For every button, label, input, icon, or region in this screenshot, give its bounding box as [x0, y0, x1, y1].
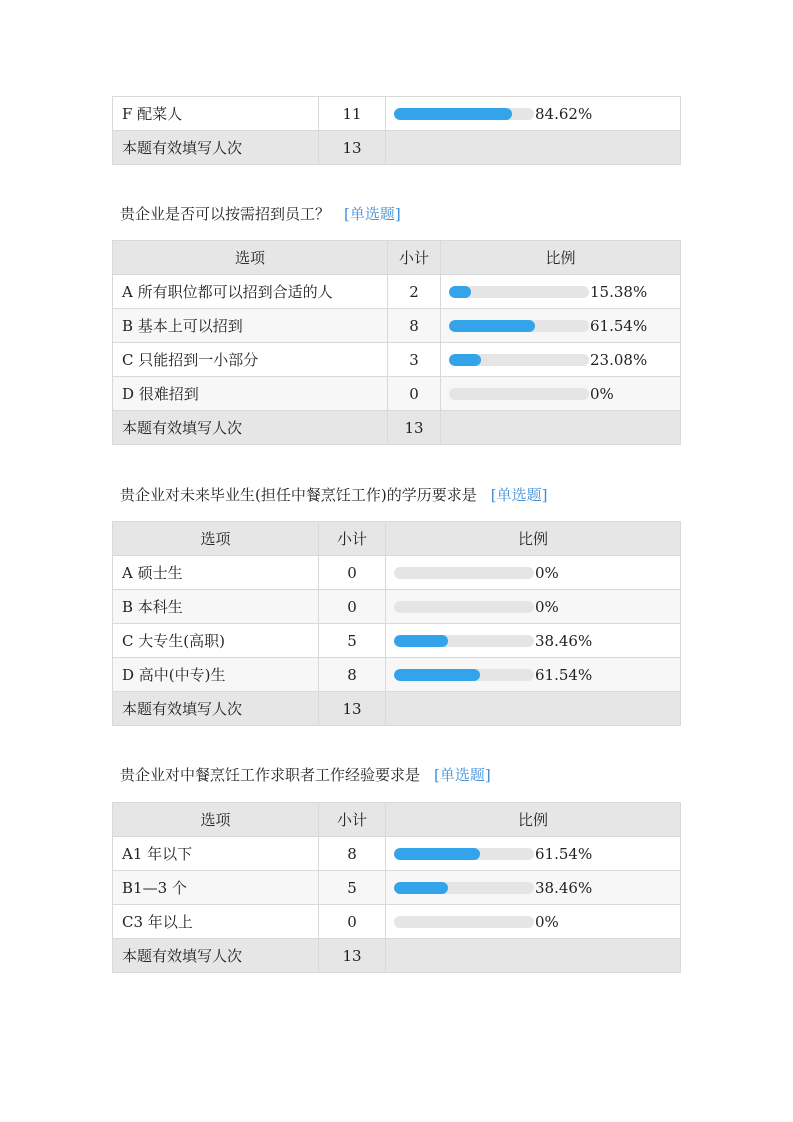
option-label: B1—3 个: [113, 871, 319, 905]
total-label: 本题有效填写人次: [113, 131, 319, 165]
option-label: A 硕士生: [113, 556, 319, 590]
table-row: [113, 309, 681, 343]
question-title: [120, 484, 547, 505]
table-row: [113, 837, 681, 871]
total-empty-cell: [386, 939, 681, 973]
table-row: [113, 97, 681, 131]
option-ratio: [386, 658, 681, 692]
table-row: [113, 556, 681, 590]
percentage-bar-fill: [449, 354, 481, 366]
option-ratio: [441, 275, 681, 309]
percentage-bar: [394, 567, 534, 579]
percentage-bar-fill: [449, 320, 535, 332]
option-ratio: [441, 309, 681, 343]
option-label: C3 年以上: [113, 905, 319, 939]
option-count: 8: [319, 658, 386, 692]
table-row: [113, 343, 681, 377]
column-header-ratio: 比例: [441, 241, 681, 275]
option-label: A1 年以下: [113, 837, 319, 871]
question-title: [120, 764, 491, 785]
option-ratio: [386, 624, 681, 658]
total-count: 13: [319, 692, 386, 726]
total-empty-cell: [441, 411, 681, 445]
option-ratio: [386, 871, 681, 905]
results-table-q1: [112, 240, 681, 445]
option-label: A 所有职位都可以招到合适的人: [113, 275, 388, 309]
percentage-bar: [394, 601, 534, 613]
column-header-option: 选项: [113, 241, 388, 275]
question-title: [120, 203, 401, 224]
percentage-bar: [449, 388, 589, 400]
table-row: [113, 905, 681, 939]
option-ratio: [441, 343, 681, 377]
percentage-text: 84.62%: [535, 105, 593, 123]
total-label: 本题有效填写人次: [113, 939, 319, 973]
option-count: 2: [388, 275, 441, 309]
option-label: C 大专生(高职): [113, 624, 319, 658]
percentage-bar: [449, 286, 589, 298]
total-row: [113, 939, 681, 973]
percentage-text: 38.46%: [535, 879, 593, 897]
percentage-bar: [394, 916, 534, 928]
percentage-text: 61.54%: [535, 845, 593, 863]
option-count: 8: [388, 309, 441, 343]
option-count: 0: [388, 377, 441, 411]
table-row: [113, 275, 681, 309]
percentage-bar-fill: [394, 635, 448, 647]
total-row: [113, 131, 681, 165]
column-header-option: 选项: [113, 522, 319, 556]
option-label: C 只能招到一小部分: [113, 343, 388, 377]
percentage-text: 23.08%: [590, 351, 648, 369]
percentage-text: 61.54%: [535, 666, 593, 684]
option-count: 5: [319, 871, 386, 905]
results-table-q3: [112, 802, 681, 973]
percentage-text: 0%: [535, 913, 559, 931]
option-count: 0: [319, 590, 386, 624]
total-count: 13: [319, 939, 386, 973]
table-row: [113, 590, 681, 624]
option-label: D 高中(中专)生: [113, 658, 319, 692]
column-header-count: 小计: [319, 803, 386, 837]
option-count: 8: [319, 837, 386, 871]
table-row: [113, 658, 681, 692]
percentage-text: 0%: [535, 564, 559, 582]
total-label: 本题有效填写人次: [113, 692, 319, 726]
option-ratio: [386, 590, 681, 624]
percentage-bar: [394, 635, 534, 647]
column-header-count: 小计: [388, 241, 441, 275]
column-header-count: 小计: [319, 522, 386, 556]
percentage-text: 0%: [535, 598, 559, 616]
table-row: [113, 624, 681, 658]
total-label: 本题有效填写人次: [113, 411, 388, 445]
option-label: B 本科生: [113, 590, 319, 624]
percentage-bar: [449, 354, 589, 366]
option-ratio: [386, 556, 681, 590]
option-count: 3: [388, 343, 441, 377]
percentage-text: 61.54%: [590, 317, 648, 335]
option-count: 0: [319, 556, 386, 590]
percentage-text: 0%: [590, 385, 614, 403]
results-table-previous: [112, 96, 681, 165]
percentage-bar: [394, 882, 534, 894]
option-count: 0: [319, 905, 386, 939]
percentage-bar-fill: [394, 882, 448, 894]
option-count: 5: [319, 624, 386, 658]
total-empty-cell: [386, 692, 681, 726]
column-header-ratio: 比例: [386, 522, 681, 556]
percentage-text: 38.46%: [535, 632, 593, 650]
total-count: 13: [388, 411, 441, 445]
option-ratio: [386, 97, 681, 131]
question-text: 贵企业对未来毕业生(担任中餐烹饪工作)的学历要求是: [120, 486, 477, 504]
option-ratio: [441, 377, 681, 411]
percentage-bar: [394, 108, 534, 120]
table-row: [113, 871, 681, 905]
option-ratio: [386, 837, 681, 871]
option-label: D 很难招到: [113, 377, 388, 411]
percentage-bar-fill: [394, 669, 480, 681]
question-text: 贵企业是否可以按需招到员工？: [120, 205, 331, 223]
table-row: [113, 377, 681, 411]
question-text: 贵企业对中餐烹饪工作求职者工作经验要求是: [120, 766, 421, 784]
percentage-bar-fill: [449, 286, 471, 298]
question-type-tag[interactable]: [单选题]: [344, 205, 401, 223]
option-count: 11: [319, 97, 386, 131]
option-label: F 配菜人: [113, 97, 319, 131]
option-ratio: [386, 905, 681, 939]
column-header-ratio: 比例: [386, 803, 681, 837]
results-table-q2: [112, 521, 681, 726]
total-empty-cell: [386, 131, 681, 165]
total-row: [113, 692, 681, 726]
total-count: 13: [319, 131, 386, 165]
question-type-tag[interactable]: [单选题]: [490, 486, 548, 504]
question-type-tag[interactable]: [单选题]: [434, 766, 491, 784]
percentage-bar: [449, 320, 589, 332]
percentage-bar: [394, 669, 534, 681]
option-label: B 基本上可以招到: [113, 309, 388, 343]
percentage-bar-fill: [394, 108, 512, 120]
percentage-bar: [394, 848, 534, 860]
total-row: [113, 411, 681, 445]
percentage-bar-fill: [394, 848, 480, 860]
percentage-text: 15.38%: [590, 283, 648, 301]
column-header-option: 选项: [113, 803, 319, 837]
